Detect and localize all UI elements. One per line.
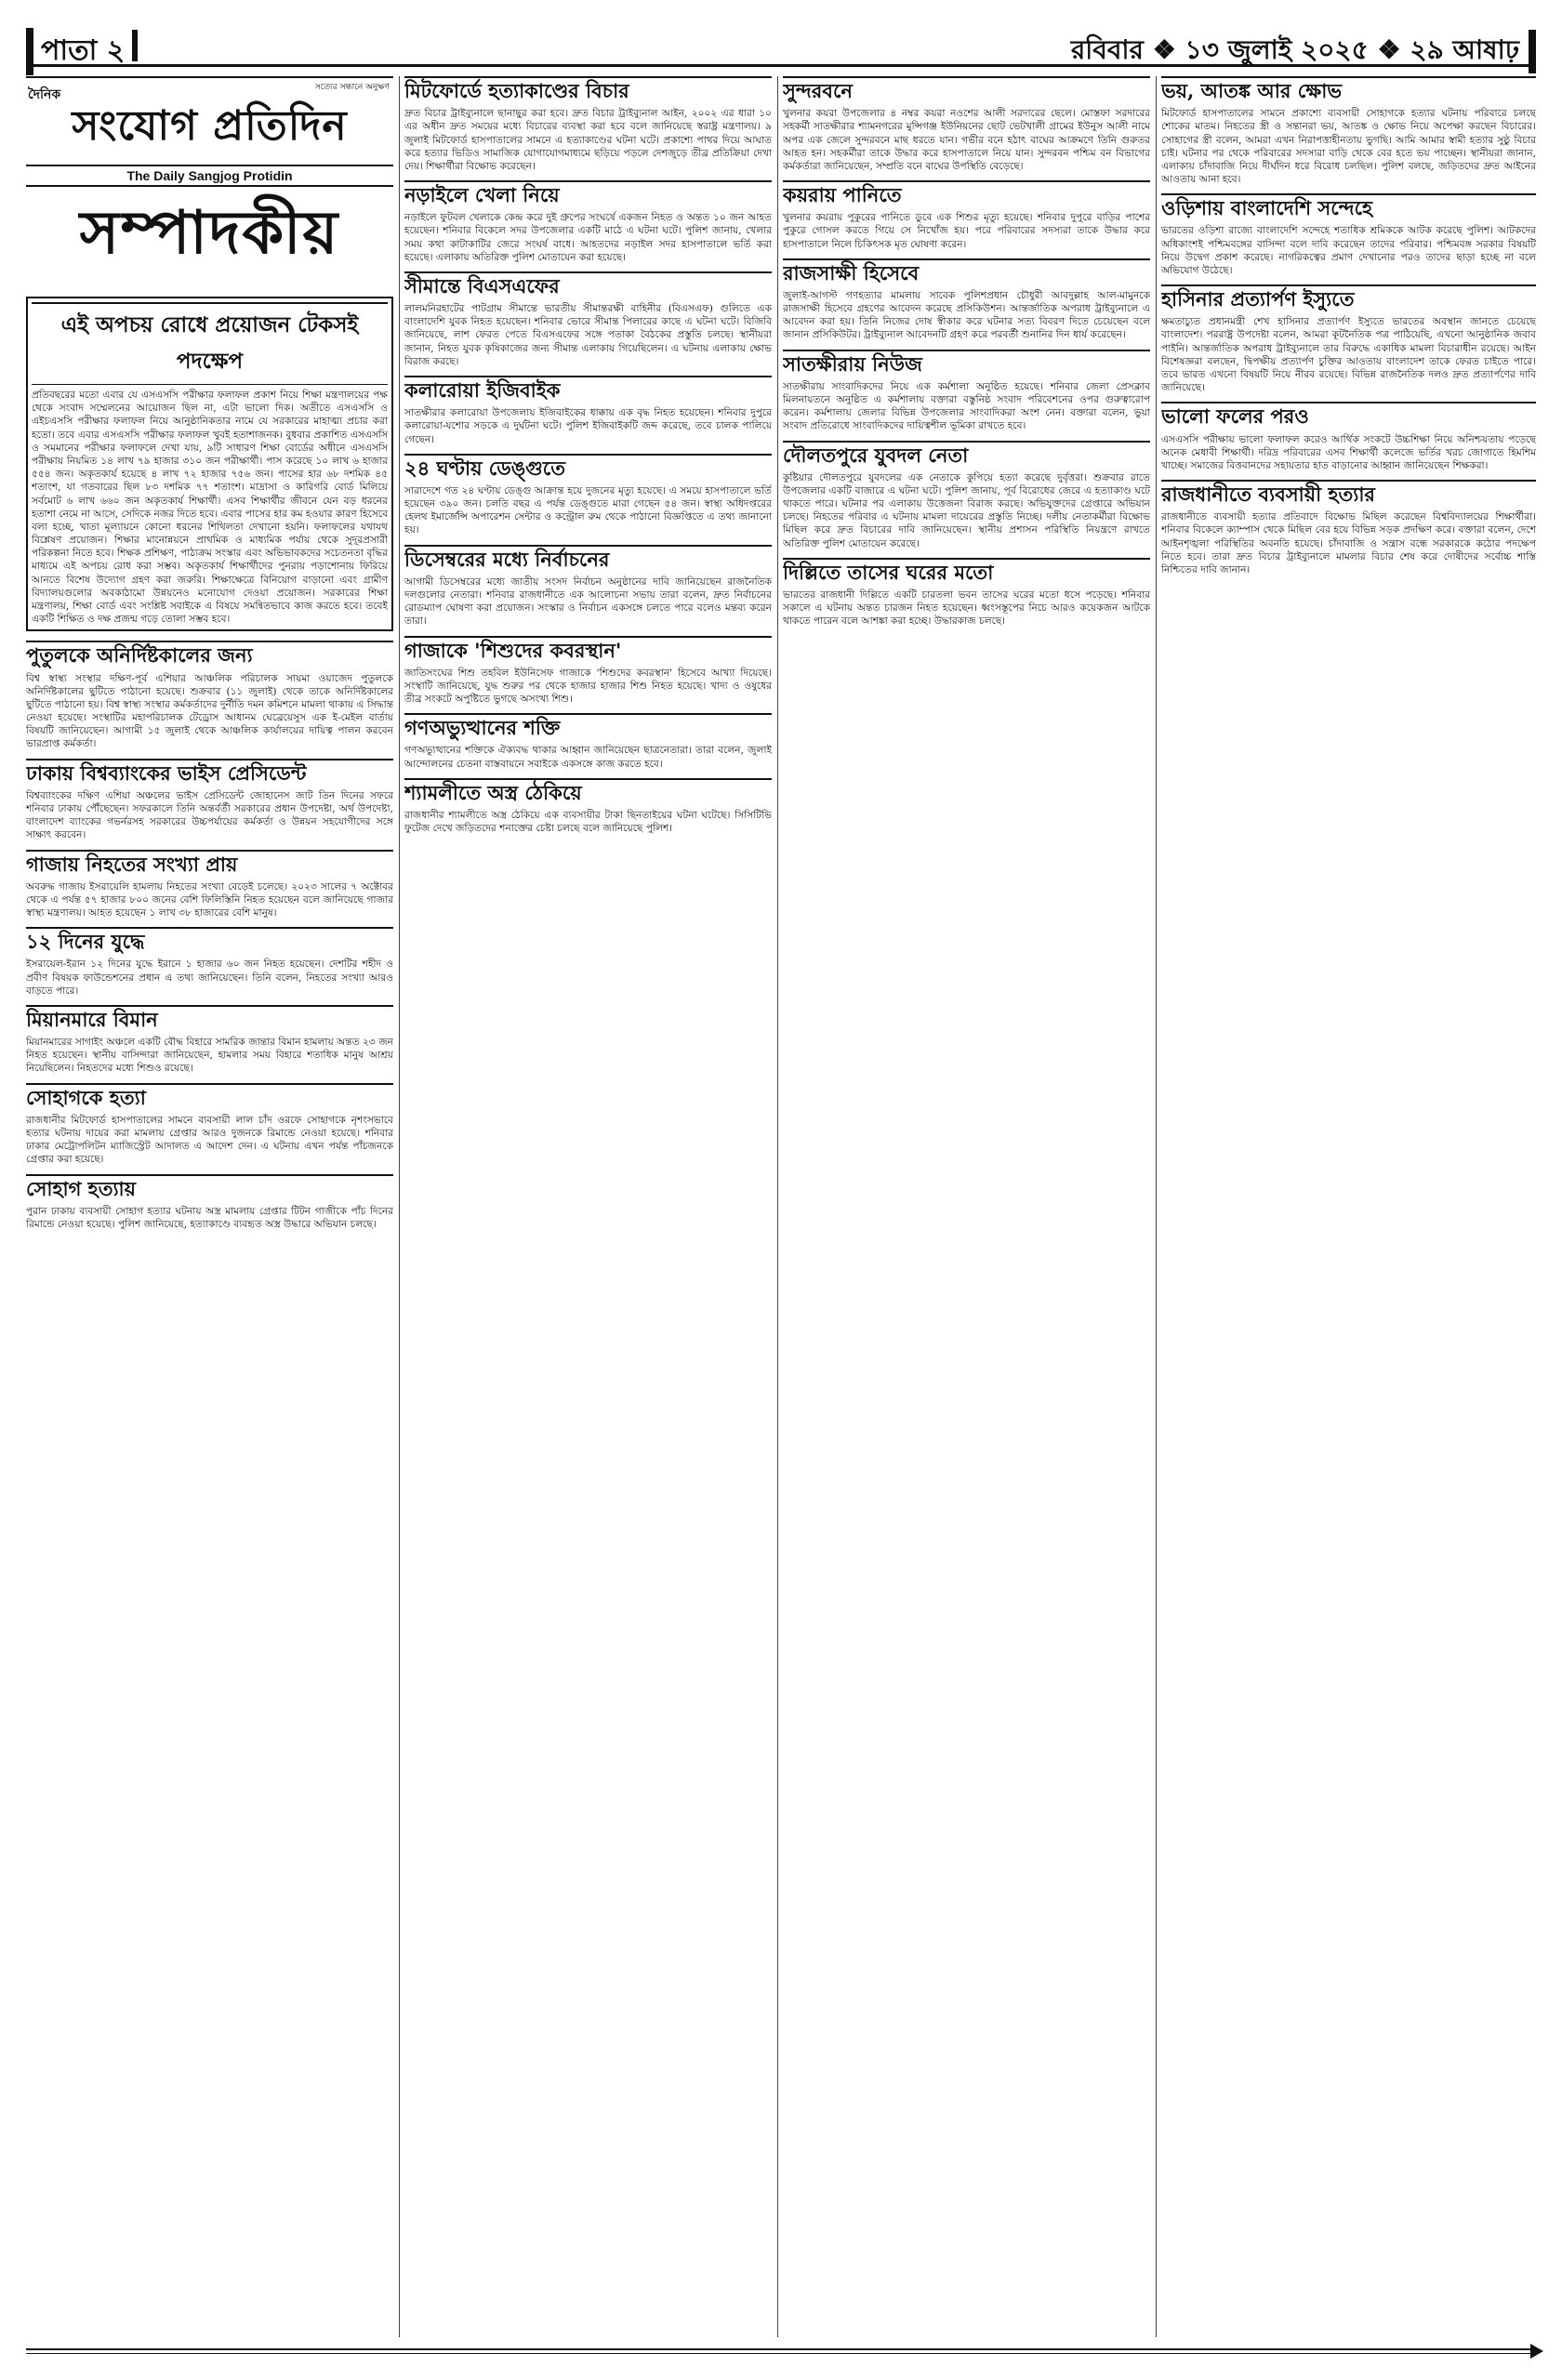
article-body: খুলনার কয়রা উপজেলার ৪ নম্বর কয়রা নওশের আলী সরদারের ছেলে। মোস্তফা সরদারের সহকর্মী সাতক্ষীরার শ্যামনগরের মুন্সিগঞ্জ ইউনিয়নের ছোট ভেটখালী গ্রামের ইউনুস আলী নামে অপর এক জেলে সুন্দরবনে মাছ ধরতে যান। গভীর বনে হঠাৎ বাঘের আক্রমণে তিনি গুরুতর আহত হন। সহকর্মীরা তাকে উদ্ধার করে হাসপাতালে নিয়ে যান। সুন্দরবন পশ্চিম বন বিভাগের কর্মকর্তারা জানিয়েছেন, সম্প্রতি বনে বাঘের উপস্থিতি বেড়েছে। (783, 108, 1150, 172)
article (26, 759, 393, 842)
article-body: ভারতের ওড়িশা রাজ্যে বাংলাদেশি সন্দেহে শতাধিক শ্রমিককে আটক করেছে পুলিশ। আটকদের অধিকাংশই পশ্চিমবঙ্গের বাসিন্দা বলে দাবি করেছেন তাদের পরিবার। পশ্চিমবঙ্গ সরকার বিষয়টি নিয়ে উদ্বেগ প্রকাশ করেছে। নাগরিকত্বের প্রমাণ দেখানোর পরও তাদের ছাড়া হচ্ছে না বলে অভিযোগ উঠেছে। (1161, 225, 1536, 276)
article-body: খুলনার কয়রায় পুকুরের পানিতে ডুবে এক শিশুর মৃত্যু হয়েছে। শনিবার দুপুরে বাড়ির পাশের পুকুরে গোসল করতে গিয়ে সে নিখোঁজ হয়। পরে পরিবারের সদস্যরা তাকে উদ্ধার করে হাসপাতালে নিলে চিকিৎসক মৃত ঘোষণা করেন। (783, 212, 1150, 250)
article-headline: ২৪ ঘণ্টায় ডেঙ্গুতে (404, 454, 772, 483)
article-headline: ওড়িশায় বাংলাদেশি সন্দেহে (1161, 193, 1536, 222)
article-body: দ্রুত বিচার ট্রাইব্যুনালে ছানাছুর করা হবে। দ্রুত বিচার ট্রাইব্যুনাল আইন, ২০০২ এর ধারা ১০ এর অধীন দ্রুত সময়ের মধ্যে বিচারের ব্যবস্থা করা হবে বলে জানিয়েছে স্বরাষ্ট্র মন্ত্রণালয়। ৯ জুলাই মিটফোর্ড হাসপাতালের সামনে এ হত্যাকাণ্ডের ঘটনা ঘটে। প্রকাশ্যে পাথর দিয়ে আঘাত করে হত্যার ভিডিও সামাজিক যোগাযোগমাধ্যমে ছড়িয়ে পড়লে দেশজুড়ে তীব্র প্রতিক্রিয়া দেখা দেয়। শিক্ষার্থীরা বিক্ষোভ করেছেন। (404, 108, 772, 172)
article (1161, 76, 1536, 186)
newspaper-name: সংযোগ প্রতিদিন (72, 102, 348, 150)
article-body: রাজধানীর মিটফোর্ড হাসপাতালের সামনে ব্যবসায়ী লাল চাঁদ ওরফে সোহাগকে নৃশংসভাবে হত্যার ঘটনায় দায়ের করা মামলায় গ্রেপ্তার আরও দুজনকে রিমান্ডে নেওয়া হয়েছে। শনিবার ঢাকার মেট্রোপলিটন ম্যাজিস্ট্রেট আদালত এ আদেশ দেন। এ ঘটনায় এখন পর্যন্ত পাঁচজনকে গ্রেপ্তার করা হয়েছে। (26, 1114, 393, 1166)
article (26, 927, 393, 998)
page-header (26, 26, 1536, 67)
article-headline: মিটফোর্ডে হত্যাকাণ্ডের বিচার (404, 76, 772, 105)
article (26, 1005, 393, 1076)
article-headline: রাজসাক্ষী হিসেবে (783, 258, 1150, 287)
article-body: মিটফোর্ড হাসপাতালের সামনে প্রকাশ্যে ব্যবসায়ী সোহাগকে হত্যার ঘটনায় পরিবারে চলছে শোকের মাতম। নিহতের স্ত্রী ও সন্তানরা ভয়, আতঙ্ক ও ক্ষোভ নিয়ে অপেক্ষা করছেন বিচারের। সোহাগের স্ত্রী বলেন, আমরা এখন নিরাপত্তাহীনতায় ভুগছি। আমি আমার স্বামী হত্যার সুষ্ঠু বিচার চাই। ঘটনার পর থেকে পরিবারের সদস্যরা বাড়ি থেকে বের হতে ভয় পাচ্ছেন। স্থানীয়রা জানান, এলাকায় চাঁদাবাজি নিয়ে দীর্ঘদিন ধরে বিরোধ চলছিল। পুলিশ বলছে, জড়িতদের দ্রুত আইনের আওতায় আনা হবে। (1161, 108, 1536, 186)
article (404, 76, 772, 173)
article (783, 558, 1150, 628)
article-body: রাজধানীর শ্যামলীতে অস্ত্র ঠেকিয়ে এক ব্যবসায়ীর টাকা ছিনতাইয়ের ঘটনা ঘটেছে। সিসিটিভি ফুটেজ দেখে জড়িতদের শনাক্তের চেষ্টা চলছে বলে জানিয়েছে পুলিশ। (404, 809, 772, 835)
column-4 (1161, 76, 1536, 2337)
article (26, 641, 393, 750)
article-body: অবরুদ্ধ গাজায় ইসরায়েলি হামলায় নিহতের সংখ্যা বেড়েই চলেছে। ২০২৩ সালের ৭ অক্টোবর থেকে এ পর্যন্ত ৫৭ হাজার ৮০০ জনের বেশি ফিলিস্তিনি নিহত হয়েছেন বলে জানিয়েছে গাজার স্বাস্থ্য মন্ত্রণালয়। আহত হয়েছেন ১ লাখ ৩৮ হাজারের বেশি মানুষ। (26, 880, 393, 919)
article-body: সাতক্ষীরার কলারোয়া উপজেলায় ইজিবাইকের ধাক্কায় এক বৃদ্ধ নিহত হয়েছেন। শনিবার দুপুরে কলারোয়া-যশোর সড়কে এ দুর্ঘটনা ঘটে। পুলিশ ইজিবাইকটি জব্দ করেছে, তবে চালক পালিয়ে গেছেন। (404, 407, 772, 445)
article (783, 76, 1150, 173)
column-2 (404, 76, 772, 2337)
article (783, 441, 1150, 550)
article-body: পুরান ঢাকায় ব্যবসায়ী সোহাগ হত্যার ঘটনায় অস্ত্র মামলায় গ্রেপ্তার টিটন গাজীকে পাঁচ দিনের রিমান্ডে নেওয়া হয়েছে। পুলিশ জানিয়েছে, হত্যাকাণ্ডে ব্যবহৃত অস্ত্র উদ্ধারে অভিযান চলছে। (26, 1205, 393, 1230)
article-headline: গাজায় নিহতের সংখ্যা প্রায় (26, 850, 393, 879)
footer-rule (26, 2348, 1536, 2354)
article (783, 258, 1150, 342)
article-body: জুলাই-আগস্ট গণহত্যার মামলায় সাবেক পুলিশপ্রধান চৌধুরী আবদুল্লাহ আল-মামুনকে রাজসাক্ষী হিসেবে গ্রহণের আবেদন করেছে প্রসিকিউশন। আন্তর্জাতিক অপরাধ ট্রাইব্যুনালে এ আবেদন করা হয়। তিনি নিজের দোষ স্বীকার করে ঘটনার সত্য বিবরণ দিতে চেয়েছেন বলে জানান প্রসিকিউটর। ট্রাইব্যুনাল আবেদনটি গ্রহণ করে পরবর্তী শুনানির দিন ধার্য করেছেন। (783, 289, 1150, 341)
article-headline: দৌলতপুরে যুবদল নেতা (783, 441, 1150, 469)
article (26, 850, 393, 920)
article-headline: রাজধানীতে ব্যবসায়ী হত্যার (1161, 480, 1536, 509)
article (26, 1174, 393, 1232)
article-headline: মিয়ানমারে বিমান (26, 1005, 393, 1034)
article-headline: হাসিনার প্রত্যার্পণ ইস্যুতে (1161, 284, 1536, 313)
article-body: জাতিসংঘের শিশু তহবিল ইউনিসেফ গাজাকে 'শিশুদের কবরস্থান' হিসেবে আখ্যা দিয়েছে। সংস্থাটি জানিয়েছে, যুদ্ধ শুরুর পর থেকে হাজার হাজার শিশু নিহত হয়েছে। খাদ্য ও ওষুধের তীব্র সংকটে অপুষ্টিতে ভুগছে অসংখ্য শিশু। (404, 667, 772, 706)
masthead (26, 76, 393, 183)
article-body: লালমনিরহাটের পাটগ্রাম সীমান্তে ভারতীয় সীমান্তরক্ষী বাহিনীর (বিএসএফ) গুলিতে এক বাংলাদেশি যুবক নিহত হয়েছেন। শনিবার ভোরে সীমান্ত পিলারের কাছে এ ঘটনা ঘটে। বিজিবি জানিয়েছে, লাশ ফেরত পেতে বিএসএফের সঙ্গে পতাকা বৈঠকের প্রস্তুতি চলছে। স্থানীয়রা জানান, নিহত যুবক কৃষিকাজের জন্য সীমান্ত এলাকায় গিয়েছিলেন। এ ঘটনায় এলাকায় ক্ষোভ বিরাজ করছে। (404, 303, 772, 367)
article (1161, 480, 1536, 576)
article-headline: সোহাগকে হত্যা (26, 1083, 393, 1112)
article (404, 376, 772, 446)
article-body: মিয়ানমারের সাগাইং অঞ্চলে একটি বৌদ্ধ বিহারে সামরিক জান্তার বিমান হামলায় অন্তত ২৩ জন নিহত হয়েছেন। স্থানীয় বাসিন্দারা জানিয়েছেন, হামলার সময় বিহারে শতাধিক মানুষ আশ্রয় নিয়েছিলেন। নিহতদের মধ্যে শিশুও রয়েছে। (26, 1037, 393, 1075)
article-headline: ভালো ফলের পরও (1161, 402, 1536, 430)
article-headline: ১২ দিনের যুদ্ধে (26, 927, 393, 956)
article-body: ক্ষমতাচ্যুত প্রধানমন্ত্রী শেখ হাসিনার প্রত্যার্পণ ইস্যুতে ভারতের অবস্থান জানতে চেয়েছে বাংলাদেশ। পররাষ্ট্র উপদেষ্টা বলেন, আমরা কূটনৈতিক পত্র পাঠিয়েছি, এখনো আনুষ্ঠানিক জবাব পাইনি। আন্তর্জাতিক অপরাধ ট্রাইব্যুনালে তার বিরুদ্ধে একাধিক মামলা বিচারাধীন রয়েছে। আইন বিশেষজ্ঞরা বলছেন, দ্বিপক্ষীয় প্রত্যার্পণ চুক্তির আওতায় বাংলাদেশ তাকে ফেরত চাইতে পারে। তবে ভারত এখনো বিষয়টি নিয়ে নীরব রয়েছে। বিভিন্ন রাজনৈতিক দলও দ্রুত প্রত্যার্পণের দাবি জানিয়েছে। (1161, 316, 1536, 394)
editorial-body: প্রতিবছরের মতো এবার যে এসএসসি পরীক্ষার ফলাফল প্রকাশ নিয়ে শিক্ষা মন্ত্রণালয়ের পক্ষ থেকে সংবাদ সম্মেলনের আয়োজন ছিল না, এটা ভালো দিক। অতীতে এসএসসি ও এইচএসসি পরীক্ষার ফলাফল নিয়ে আনুষ্ঠানিকতার নামে যে সরকারের মাহাত্ম্য প্রচার করা হতো। তবে এবার এসএসসি পরীক্ষার ফলাফল খুবই হতাশাজনক। বুধবার প্রকাশিত এসএসসি ও সমমানের পরীক্ষার ফলাফলে দেখা যায়, ৯টি সাধারণ শিক্ষা বোর্ডের অধীনে এসএসসি পরীক্ষায় নিয়মিত ১৪ লাখ ৭৯ হাজার ৩১০ জন পরীক্ষার্থী। পাস করেছে ১০ লাখ ৬ হাজার ৫৫৪ জন। অকৃতকার্য হয়েছে ৪ লাখ ৭২ হাজার ৭৫৬ জন। পাসের হার ৬৮ দশমিক ৪৫ শতাংশ, যা গতবারের ছিল ৮৩ দশমিক ৭৭ শতাংশ। মাদ্রাসা ও কারিগরি বোর্ড মিলিয়ে সর্বমোট ৬ লাখ ৬৬০ জন অকৃতকার্য শিক্ষার্থী। এসব শিক্ষার্থীর জীবনে যেন বড় ধরনের হতাশা নেমে না আসে, সেদিকে নজর দিতে হবে। এবার পাসের হার কম হওয়ার কারণ হিসেবে বলা হচ্ছে, খাতা মূল্যায়নে কোনো ধরনের শিথিলতা দেখানো হয়নি। ফলাফলের যথাযথ বিশ্লেষণ প্রয়োজন। শিক্ষার মানোন্নয়নে প্রাথমিক ও মাধ্যমিক পর্যায় থেকে সুদূরপ্রসারী পরিকল্পনা নিতে হবে। শিক্ষক প্রশিক্ষণ, পাঠ্যক্রম সংস্কার এবং অভিভাবকদের সচেতনতা বৃদ্ধির মাধ্যমে এই অপচয় রোধ করা সম্ভব। অকৃতকার্য শিক্ষার্থীদের পুনরায় পড়াশোনায় ফিরিয়ে আনতে বিশেষ উদ্যোগ গ্রহণ করা জরুরি। শিক্ষাক্ষেত্রে বিনিয়োগ বাড়ানো এবং গ্রামীণ বিদ্যালয়গুলোর অবকাঠামো উন্নয়নেও মনোযোগ দেওয়া প্রয়োজন। সরকারের শিক্ষা মন্ত্রণালয়, শিক্ষা বোর্ড এবং সংশ্লিষ্ট সবাইকে এ বিষয়ে সমন্বিতভাবে কাজ করতে হবে। তবেই একটি শিক্ষিত ও দক্ষ প্রজন্ম গড়ে তোলা সম্ভব হবে। (32, 390, 388, 626)
article-headline: সোহাগ হত্যায় (26, 1174, 393, 1203)
masthead-tagline: সত্যের সন্ধানে অনুক্ষণ (314, 83, 390, 92)
article-headline: কয়রায় পানিতে (783, 180, 1150, 209)
article-body: রাজধানীতে ব্যবসায়ী হত্যার প্রতিবাদে বিক্ষোভ মিছিল করেছেন বিশ্ববিদ্যালয়ের শিক্ষার্থীরা। শনিবার বিকেলে ক্যাম্পাস থেকে মিছিল বের হয়ে বিভিন্ন সড়ক প্রদক্ষিণ করে। বক্তারা বলেন, দেশে আইনশৃঙ্খলা পরিস্থিতির অবনতি হয়েছে। চাঁদাবাজি ও সন্ত্রাস বন্ধে সরকারকে কঠোর পদক্ষেপ নিতে হবে। তারা দ্রুত বিচার ট্রাইব্যুনালে মামলার বিচার শেষ করে দোষীদের সর্বোচ্চ শাস্তি নিশ্চিতের দাবি জানান। (1161, 511, 1536, 576)
article (404, 180, 772, 264)
column-3 (783, 76, 1150, 2337)
article-body: সাতক্ষীরায় সাংবাদিকদের নিয়ে এক কর্মশালা অনুষ্ঠিত হয়েছে। শনিবার জেলা প্রেসক্লাব মিলনায়তনে অনুষ্ঠিত এ কর্মশালায় বক্তারা বস্তুনিষ্ঠ সংবাদ পরিবেশনের ওপর গুরুত্বারোপ করেন। কর্মশালায় জেলার বিভিন্ন উপজেলার সাংবাদিকরা অংশ নেন। বক্তারা বলেন, ভুয়া সংবাদ প্রতিরোধে সাংবাদিকদের দায়িত্বশীল ভূমিকা রাখতে হবে। (783, 380, 1150, 432)
article-headline: সুন্দরবনে (783, 76, 1150, 105)
article-headline: সীমান্তে বিএসএফের (404, 271, 772, 300)
article-body: ইসরায়েল-ইরান ১২ দিনের যুদ্ধে ইরানে ১ হাজার ৬০ জন নিহত হয়েছেন। দেশটির শহীদ ও প্রবীণ বিষয়ক ফাউন্ডেশনের প্রধান এ তথ্য জানিয়েছেন। তিনি বলেন, নিহতের সংখ্যা আরও বাড়তে পারে। (26, 959, 393, 997)
newspaper-page (26, 26, 1536, 2354)
masthead-daily: দৈনিক (28, 87, 61, 102)
article-headline: পুতুলকে অনির্দিষ্টকালের জন্য (26, 641, 393, 669)
article (404, 636, 772, 707)
article (1161, 284, 1536, 394)
article (404, 778, 772, 836)
article-headline: ঢাকায় বিশ্বব্যাংকের ভাইস প্রেসিডেন্ট (26, 759, 393, 787)
article-headline: দিল্লিতে তাসের ঘরের মতো (783, 558, 1150, 587)
article-body: বিশ্বব্যাংকের দক্ষিণ এশিয়া অঞ্চলের ভাইস প্রেসিডেন্ট জোহানেস জাট তিন দিনের সফরে শনিবার ঢাকায় পৌঁছেছেন। সফরকালে তিনি অন্তর্বর্তী সরকারের প্রধান উপদেষ্টা, অর্থ উপদেষ্টা, বাংলাদেশ ব্যাংকের গভর্নরসহ সরকারের উচ্চপর্যায়ের কর্মকর্তা ও উন্নয়ন সহযোগীদের সঙ্গে সাক্ষাৎ করবেন। (26, 789, 393, 841)
article (404, 454, 772, 537)
article (404, 271, 772, 368)
dateline: রবিবার ❖ ১৩ জুলাই ২০২৫ ❖ ২৯ আষাঢ় (1071, 30, 1536, 73)
article-body: ভারতের রাজধানী দিল্লিতে একটি চারতলা ভবন তাসের ঘরের মতো ধসে পড়েছে। শনিবার সকালে এ ঘটনায় অন্তত চারজন নিহত হয়েছেন। ধ্বংসস্তূপের নিচে আরও কয়েকজন আটকে থাকতে পারেন বলে আশঙ্কা করা হচ্ছে। উদ্ধারকাজ চলছে। (783, 588, 1150, 628)
article-body: নড়াইলে ফুটবল খেলাকে কেন্দ্র করে দুই গ্রুপের সংঘর্ষে একজন নিহত ও অন্তত ১০ জন আহত হয়েছেন। শনিবার বিকেলে সদর উপজেলার একটি মাঠে এ ঘটনা ঘটে। পুলিশ জানায়, খেলার সময় কথা কাটাকাটির জেরে সংঘর্ষ বাধে। আহতদের নড়াইল সদর হাসপাতালে ভর্তি করা হয়েছে। এলাকায় অতিরিক্ত পুলিশ মোতায়েন করা হয়েছে। (404, 212, 772, 263)
article (1161, 193, 1536, 277)
editorial (26, 297, 393, 631)
article-body: এসএসসি পরীক্ষায় ভালো ফলাফল করেও আর্থিক সংকটে উচ্চশিক্ষা নিয়ে অনিশ্চয়তায় পড়েছে অনেক মেধাবী শিক্ষার্থী। দরিদ্র পরিবারের এসব শিক্ষার্থী কলেজে ভর্তির খরচ জোগাতে হিমশিম খাচ্ছে। সমাজের বিত্তবানদের সহায়তার হাত বাড়ানোর আহ্বান জানিয়েছেন শিক্ষকরা। (1161, 433, 1536, 471)
article-headline: সাতক্ষীরায় নিউজ (783, 350, 1150, 378)
newspaper-name-english: The Daily Sangjog Protidin (26, 165, 393, 187)
editorial-banner: সম্পাদকীয় (79, 198, 340, 268)
article-headline: গণঅভ্যুত্থানের শক্তি (404, 713, 772, 742)
article-body: গণঅভ্যুত্থানের শক্তিকে ঐক্যবদ্ধ থাকার আহ্বান জানিয়েছেন ছাত্রনেতারা। তারা বলেন, জুলাই আন্দোলনের চেতনা বাস্তবায়নে সবাইকে একসঙ্গে কাজ করতে হবে। (404, 745, 772, 770)
article-body: বিশ্ব স্বাস্থ্য সংস্থার দক্ষিণ-পূর্ব এশিয়ার আঞ্চলিক পরিচালক সায়মা ওয়াজেদ পুতুলকে অনির্দিষ্টকালের ছুটিতে পাঠানো হয়েছে। শুক্রবার (১১ জুলাই) থেকে তাকে অনির্দিষ্টকালের ছুটিতে পাঠানো হয়। বিশ্ব স্বাস্থ্য সংস্থার কর্মকর্তাদের দুর্নীতি দমন কমিশনে মামলা থাকায় এ সিদ্ধান্ত নেওয়া হয়েছে। সংস্থাটির মহাপরিচালক টেড্রোস আধানম ঘেব্রেয়েসুস এক ই-মেইল বার্তায় বিষয়টি জানিয়েছেন। আগামী ১৫ জুলাই থেকে আঞ্চলিক কার্যালয়ের দায়িত্ব পালন করবেন ভারপ্রাপ্ত কর্মকর্তা। (26, 672, 393, 750)
arrow-icon (1530, 2344, 1543, 2359)
editorial-headline: এই অপচয় রোধে প্রয়োজন টেকসই পদক্ষেপ (32, 302, 388, 385)
article-headline: ভয়, আতঙ্ক আর ক্ষোভ (1161, 76, 1536, 105)
column-1 (26, 76, 393, 2337)
article (783, 180, 1150, 251)
article-body: কুষ্টিয়ার দৌলতপুরে যুবদলের এক নেতাকে কুপিয়ে হত্যা করেছে দুর্বৃত্তরা। শুক্রবার রাতে উপজেলার একটি বাজারে এ ঘটনা ঘটে। পুলিশ জানায়, পূর্ব বিরোধের জেরে এ হত্যাকাণ্ড ঘটে থাকতে পারে। ঘটনার পর এলাকায় উত্তেজনা বিরাজ করছে। অভিযুক্তদের গ্রেপ্তারে অভিযান চলছে। নিহতের পরিবার এ ঘটনায় মামলা দায়েরের প্রস্তুতি নিচ্ছে। দলীয় নেতাকর্মীরা বিক্ষোভ মিছিল করে দ্রুত বিচারের দাবি জানিয়েছেন। স্থানীয় প্রশাসন পরিস্থিতি নিয়ন্ত্রণে রাখতে অতিরিক্ত পুলিশ মোতায়েন করেছে। (783, 471, 1150, 549)
article-headline: ডিসেম্বরের মধ্যে নির্বাচনের (404, 545, 772, 574)
article (1161, 402, 1536, 472)
article-headline: কলারোয়া ইজিবাইক (404, 376, 772, 404)
article-body: সারাদেশে গত ২৪ ঘণ্টায় ডেঙ্গু আক্রান্ত হয়ে দুজনের মৃত্যু হয়েছে। এ সময়ে হাসপাতালে ভর্তি হয়েছেন ৩৯০ জন। চলতি বছর এ পর্যন্ত ডেঙ্গুতে মারা গেছেন ৫৪ জন। স্বাস্থ্য অধিদপ্তরের হেলথ ইমার্জেন্সি অপারেশন সেন্টার ও কন্ট্রোল রুম থেকে পাঠানো বিজ্ঞপ্তিতে এ তথ্য জানানো হয়। (404, 484, 772, 536)
article-body: আগামী ডিসেম্বরের মধ্যে জাতীয় সংসদ নির্বাচন অনুষ্ঠানের দাবি জানিয়েছেন রাজনৈতিক দলগুলোর নেতারা। শনিবার রাজধানীতে এক আলোচনা সভায় তারা বলেন, দ্রুত নির্বাচনের রোডম্যাপ ঘোষণা করা প্রয়োজন। সংস্কার ও নির্বাচন একসঙ্গে চলতে পারে বলেও মন্তব্য করেন তারা। (404, 575, 772, 628)
article-headline: শ্যামলীতে অস্ত্র ঠেকিয়ে (404, 778, 772, 807)
article (404, 545, 772, 628)
article-headline: নড়াইলে খেলা নিয়ে (404, 180, 772, 209)
article (783, 350, 1150, 433)
article (404, 713, 772, 771)
article-headline: গাজাকে 'শিশুদের কবরস্থান' (404, 636, 772, 665)
article (26, 1083, 393, 1167)
page-number: পাতা ২ (26, 28, 125, 75)
